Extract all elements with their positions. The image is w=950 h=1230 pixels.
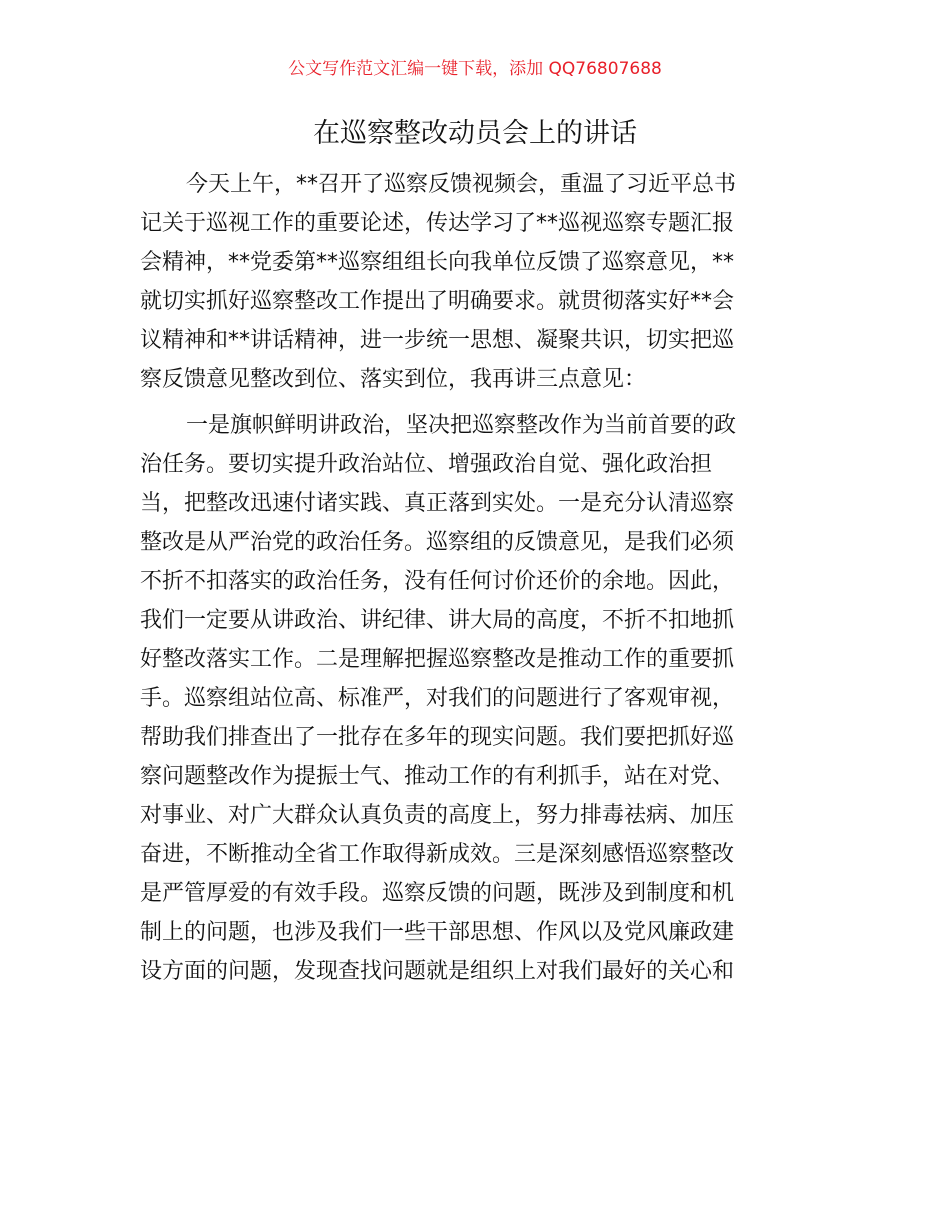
paragraph-line: 察问题整改作为提振士气、推动工作的有利抓手，站在对党、 [140, 764, 735, 789]
document-body [140, 170, 820, 996]
paragraph-line: 记关于巡视工作的重要论述，传达学习了**巡视巡察专题汇报 [140, 211, 735, 236]
download-promo-note: 公文写作范文汇编一键下载，添加 QQ76807688 [288, 59, 662, 79]
paragraph-line: 我们一定要从讲政治、讲纪律、讲大局的高度，不折不扣地抓 [140, 608, 735, 633]
paragraph-line: 是严管厚爱的有效手段。巡察反馈的问题，既涉及到制度和机 [140, 881, 735, 906]
paragraph-line: 一是旗帜鲜明讲政治，坚决把巡察整改作为当前首要的政 [186, 413, 737, 438]
paragraph-point-one [140, 411, 820, 987]
paragraph-line: 治任务。要切实提升政治站位、增强政治自觉、强化政治担 [140, 452, 713, 477]
paragraph-line: 奋进，不断推动全省工作取得新成效。三是深刻感悟巡察整改 [140, 842, 735, 867]
paragraph-line: 察反馈意见整改到位、落实到位，我再讲三点意见： [140, 367, 647, 392]
paragraph-line: 议精神和**讲话精神，进一步统一思想、凝聚共识，切实把巡 [140, 328, 735, 353]
paragraph-line: 好整改落实工作。二是理解把握巡察整改是推动工作的重要抓 [140, 647, 735, 672]
paragraph-line: 设方面的问题，发现查找问题就是组织上对我们最好的关心和 [140, 959, 735, 984]
paragraph-line: 当，把整改迅速付诸实践、真正落到实处。一是充分认清巡察 [140, 491, 735, 516]
paragraph-line: 手。巡察组站位高、标准严，对我们的问题进行了客观审视， [140, 686, 735, 711]
paragraph-intro [140, 170, 820, 395]
paragraph-line: 整改是从严治党的政治任务。巡察组的反馈意见，是我们必须 [140, 530, 735, 555]
document-title: 在巡察整改动员会上的讲话 [313, 118, 637, 149]
paragraph-line: 就切实抓好巡察整改工作提出了明确要求。就贯彻落实好**会 [140, 289, 735, 314]
paragraph-line: 对事业、对广大群众认真负责的高度上，努力排毒祛病、加压 [140, 803, 735, 828]
paragraph-line: 会精神，**党委第**巡察组组长向我单位反馈了巡察意见，** [140, 250, 735, 275]
paragraph-line: 帮助我们排查出了一批存在多年的现实问题。我们要把抓好巡 [140, 725, 735, 750]
paragraph-line: 制上的问题，也涉及我们一些干部思想、作风以及党风廉政建 [140, 920, 735, 945]
paragraph-line: 不折不扣落实的政治任务，没有任何讨价还价的余地。因此， [140, 569, 735, 594]
paragraph-line: 今天上午，**召开了巡察反馈视频会，重温了习近平总书 [186, 172, 737, 197]
paragraph-spacer [140, 404, 820, 411]
